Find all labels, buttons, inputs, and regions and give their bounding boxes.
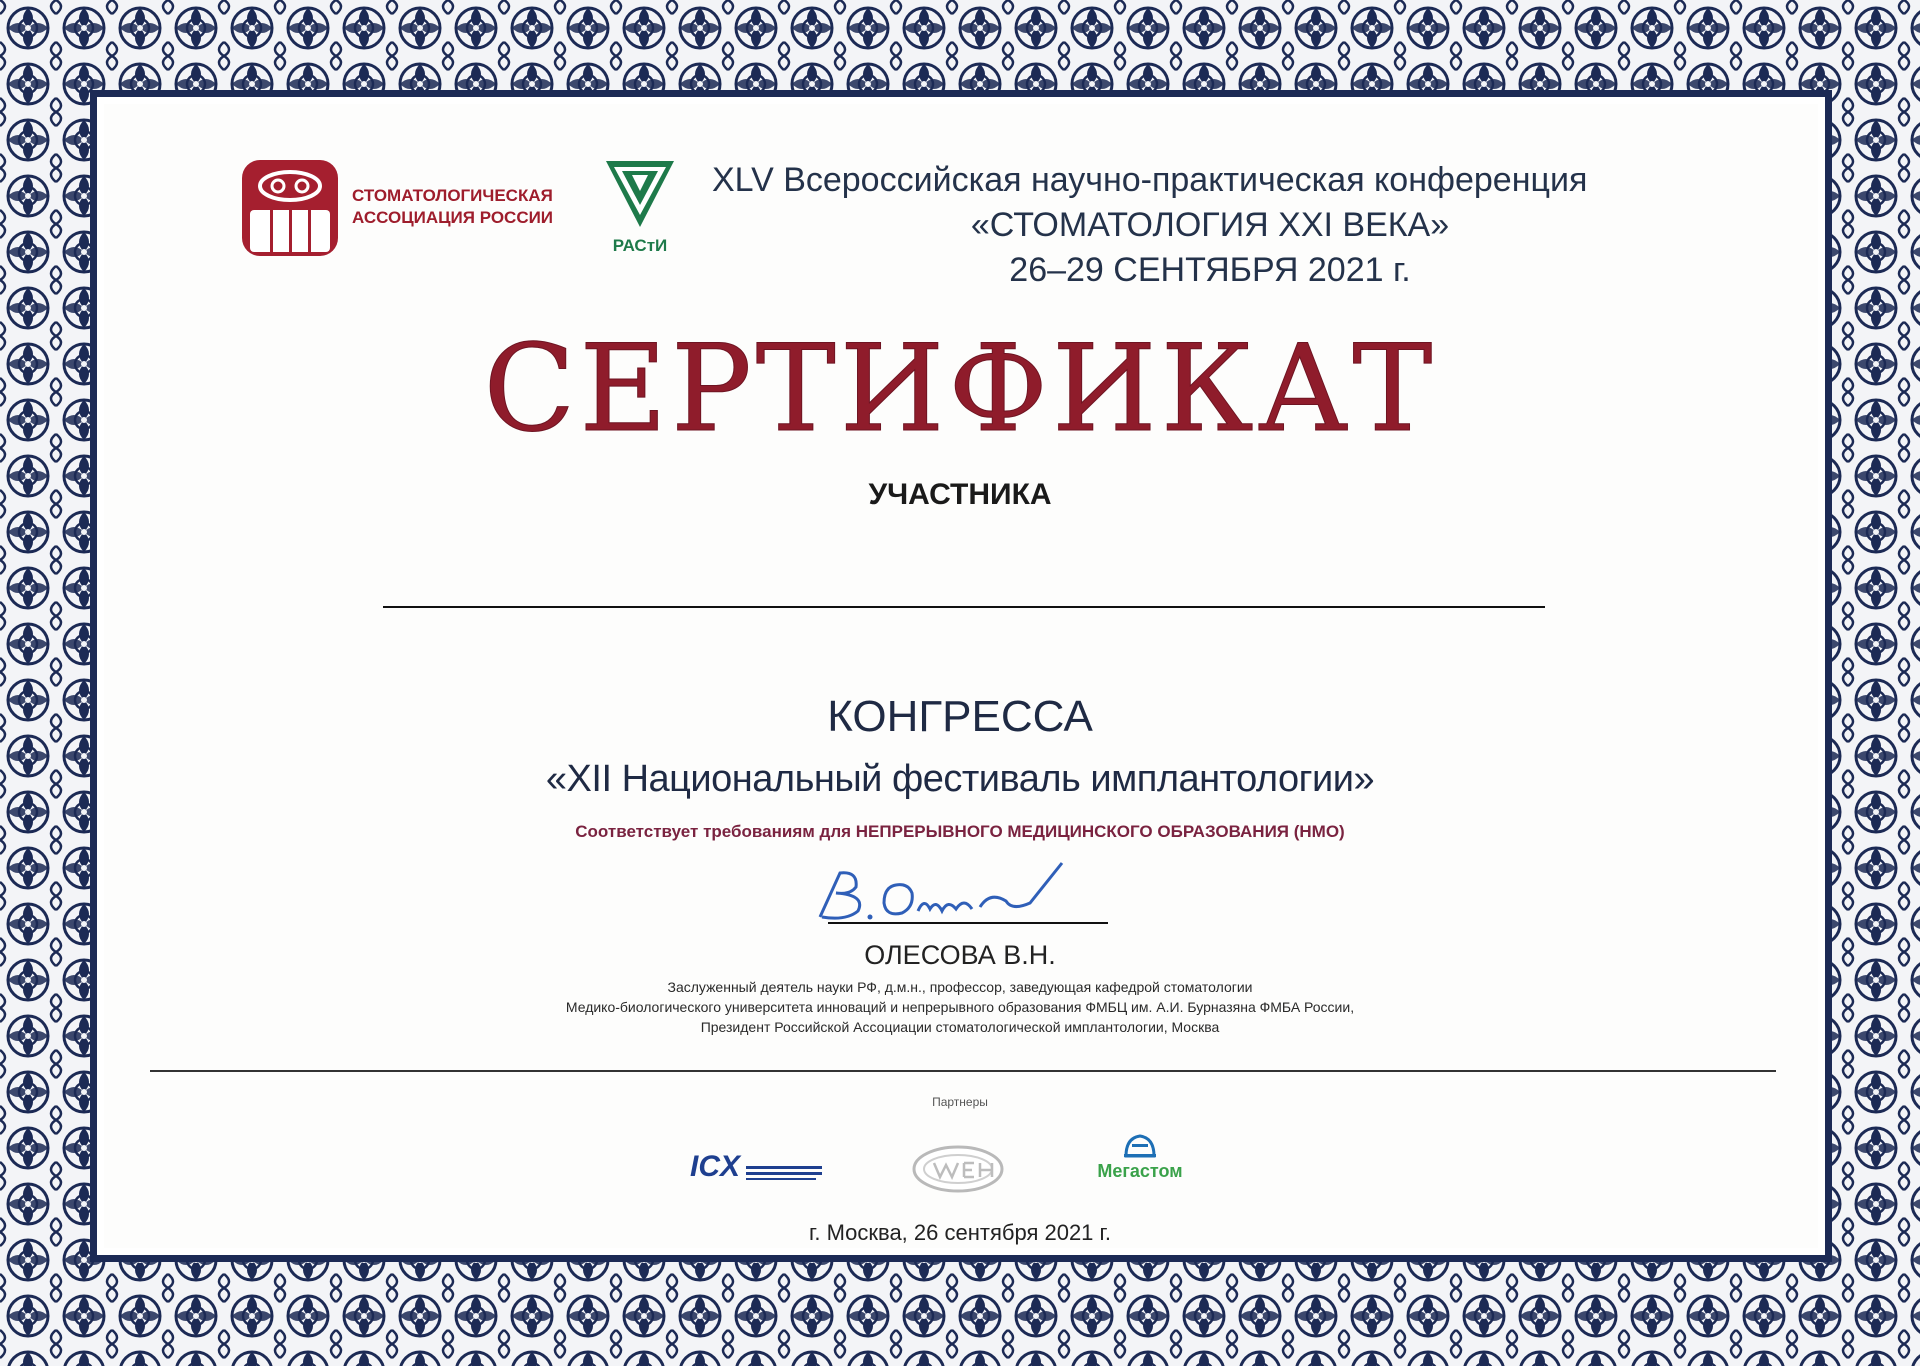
credentials-line2: Медико-биологического университета инноваций и непрерывного образования ФМБЦ им. А.И. Бурназяна ФМБА России, — [565, 999, 1355, 1015]
certificate-title: СЕРТИФИКАТ — [483, 320, 1437, 459]
footer-divider — [150, 1070, 1776, 1072]
megastom-emblem-icon — [1120, 1132, 1160, 1158]
megastom-text: Мегастом — [1097, 1161, 1183, 1181]
tooth-emblem-icon — [240, 158, 340, 258]
congress-label: КОНГРЕССА — [827, 692, 1093, 741]
sa-line2: АССОЦИАЦИЯ РОССИИ — [352, 208, 554, 227]
certificate-subtitle: УЧАСТНИКА — [868, 478, 1052, 511]
congress-name: «XII Национальный фестиваль имплантологии» — [545, 758, 1375, 800]
icx-logo — [690, 1150, 824, 1184]
nmo-note — [0, 822, 1920, 842]
weh-logo-icon — [910, 1143, 1006, 1195]
partners-label: Партнеры — [932, 1095, 988, 1109]
conference-dates: 26–29 СЕНТЯБРЯ 2021 г. — [1009, 251, 1411, 289]
signatory-name: ОЛЕСОВА В.Н. — [864, 940, 1056, 970]
place-and-date: г. Москва, 26 сентября 2021 г. — [809, 1220, 1111, 1245]
icx-stripes-icon — [744, 1160, 824, 1184]
conference-name: «СТОМАТОЛОГИЯ XXI ВЕКА» — [970, 206, 1450, 244]
signatory-credentials — [0, 977, 1920, 1037]
sa-logo — [240, 158, 340, 258]
conference-line1: XLV Всероссийская научно-практическая конференция — [712, 161, 1588, 199]
recipient-name-line — [383, 606, 1545, 608]
rasti-logo — [600, 155, 680, 256]
signature-line — [828, 922, 1108, 924]
credentials-line1: Заслуженный деятель науки РФ, д.м.н., профессор, заведующая кафедрой стоматологии — [667, 979, 1253, 995]
sa-logo-text — [352, 185, 553, 229]
megastom-logo — [1075, 1132, 1205, 1182]
credentials-line3: Президент Российской Ассоциации стоматологической имплантологии, Москва — [700, 1019, 1220, 1035]
rasti-text: РАСтИ — [612, 236, 668, 255]
rasti-emblem-icon — [600, 155, 680, 235]
nmo-note-emphasis: НЕПРЕРЫВНОГО МЕДИЦИНСКОГО ОБРАЗОВАНИЯ (НМО) — [855, 822, 1345, 841]
nmo-note-prefix: Соответствует требованиям для — [575, 822, 856, 841]
icx-text: ICX — [690, 1150, 741, 1183]
conference-title — [712, 160, 1712, 200]
sa-line1: СТОМАТОЛОГИЧЕСКАЯ — [352, 186, 553, 205]
